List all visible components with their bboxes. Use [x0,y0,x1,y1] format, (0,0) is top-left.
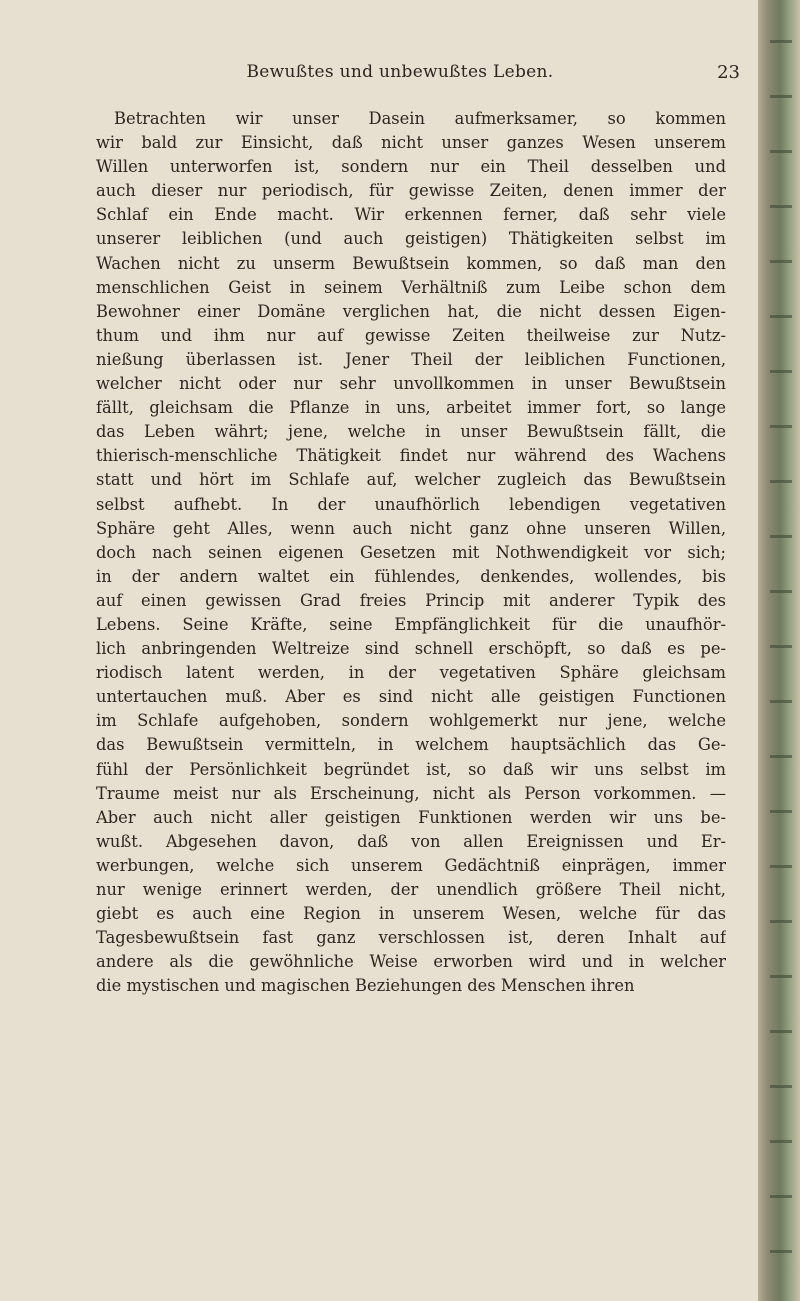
text-line: im Schlafe aufgehoben, sondern wohlgemerkt nur jene, welche [96,711,726,731]
text-line: die mystischen und magischen Beziehungen des Menschen ihren [96,976,635,996]
edge-mark [770,1030,792,1033]
text-line: in der andern waltet ein fühlendes, denkendes, wollendes, bis [96,566,726,586]
text-line: Sphäre geht Alles, wenn auch nicht ganz ohne unseren Willen, [96,518,726,538]
edge-mark [770,920,792,923]
text-line: Schlaf ein Ende macht. Wir erkennen ferner, daß sehr viele [96,205,726,225]
edge-mark [770,1085,792,1088]
edge-mark [770,150,792,153]
edge-mark [770,1250,792,1253]
edge-mark [770,535,792,538]
edge-mark [770,95,792,98]
edge-mark [770,590,792,593]
text-line: welcher nicht oder nur sehr unvollkommen in unser Bewußtsein [96,374,726,394]
text-line: wir bald zur Einsicht, daß nicht unser ganzes Wesen unserem [96,133,726,153]
edge-mark [770,40,792,43]
text-line: andere als die gewöhnliche Weise erworben wird und in welcher [96,952,726,972]
text-line: Tagesbewußtsein fast ganz verschlossen ist, deren Inhalt auf [96,928,726,948]
text-line: thum und ihm nur auf gewisse Zeiten theilweise zur Nutz- [96,325,726,345]
edge-mark [770,755,792,758]
edge-mark [770,975,792,978]
text-line: untertauchen muß. Aber es sind nicht alle geistigen Functionen [96,687,726,707]
text-line: Lebens. Seine Kräfte, seine Empfänglichkeit für die unaufhör- [96,614,726,634]
text-line: menschlichen Geist in seinem Verhältniß zum Leibe schon dem [96,277,726,297]
text-line: unserer leiblichen (und auch geistigen) Thätigkeiten selbst im [96,229,726,249]
text-line: werbungen, welche sich unserem Gedächtniß einprägen, immer [96,855,726,875]
page-number: 23 [717,62,740,83]
text-line: giebt es auch eine Region in unserem Wesen, welche für das [96,904,726,924]
edge-mark [770,425,792,428]
edge-mark [770,370,792,373]
text-line: lich anbringenden Weltreize sind schnell erschöpft, so daß es pe- [96,639,726,659]
text-line: thierisch-menschliche Thätigkeit findet nur während des Wachens [96,446,726,466]
edge-mark [770,645,792,648]
text-line: auf einen gewissen Grad freies Princip mit anderer Typik des [96,590,726,610]
edge-mark [770,480,792,483]
text-line: Bewohner einer Domäne verglichen hat, die nicht dessen Eigen- [96,301,726,321]
text-line: Willen unterworfen ist, sondern nur ein Theil desselben und [96,157,726,177]
body-text [96,107,726,998]
text-line: riodisch latent werden, in der vegetativen Sphäre gleichsam [96,663,726,683]
edge-mark [770,260,792,263]
page-header [60,62,740,92]
text-line: nur wenige erinnert werden, der unendlich größere Theil nicht, [96,880,726,899]
text-line: Traume meist nur als Erscheinung, nicht als Person vorkommen. — [96,783,726,803]
text-line: auch dieser nur periodisch, für gewisse Zeiten, denen immer der [96,181,726,201]
edge-mark [770,700,792,703]
text-line: statt und hört im Schlafe auf, welcher zugleich das Bewußtsein [96,470,726,490]
edge-mark [770,810,792,813]
text-line: fühl der Persönlichkeit begründet ist, so daß wir uns selbst im [96,759,726,779]
edge-mark [770,1195,792,1198]
text-line: Aber auch nicht aller geistigen Funktionen werden wir uns be- [96,807,726,827]
edge-mark [770,315,792,318]
edge-mark [770,865,792,868]
text-line: das Leben währt; jene, welche in unser Bewußtsein fällt, die [96,422,726,442]
edge-mark [770,205,792,208]
text-line: doch nach seinen eigenen Gesetzen mit Nothwendigkeit vor sich; [96,542,726,562]
edge-mark [770,1140,792,1143]
text-line: selbst aufhebt. In der unaufhörlich lebendigen vegetativen [96,494,726,514]
text-line: fällt, gleichsam die Pflanze in uns, arbeitet immer fort, so lange [96,398,726,418]
text-line: wußt. Abgesehen davon, daß von allen Ereignissen und Er- [96,831,726,851]
page-edge [758,0,800,1301]
text-line: Betrachten wir unser Dasein aufmerksamer, so kommen [114,109,726,128]
running-title: Bewußtes und unbewußtes Leben. [246,62,554,82]
text-line: das Bewußtsein vermitteln, in welchem hauptsächlich das Ge- [96,735,726,755]
text-line: Wachen nicht zu unserm Bewußtsein kommen, so daß man den [96,253,726,273]
text-line: nießung überlassen ist. Jener Theil der leiblichen Functionen, [96,349,726,369]
